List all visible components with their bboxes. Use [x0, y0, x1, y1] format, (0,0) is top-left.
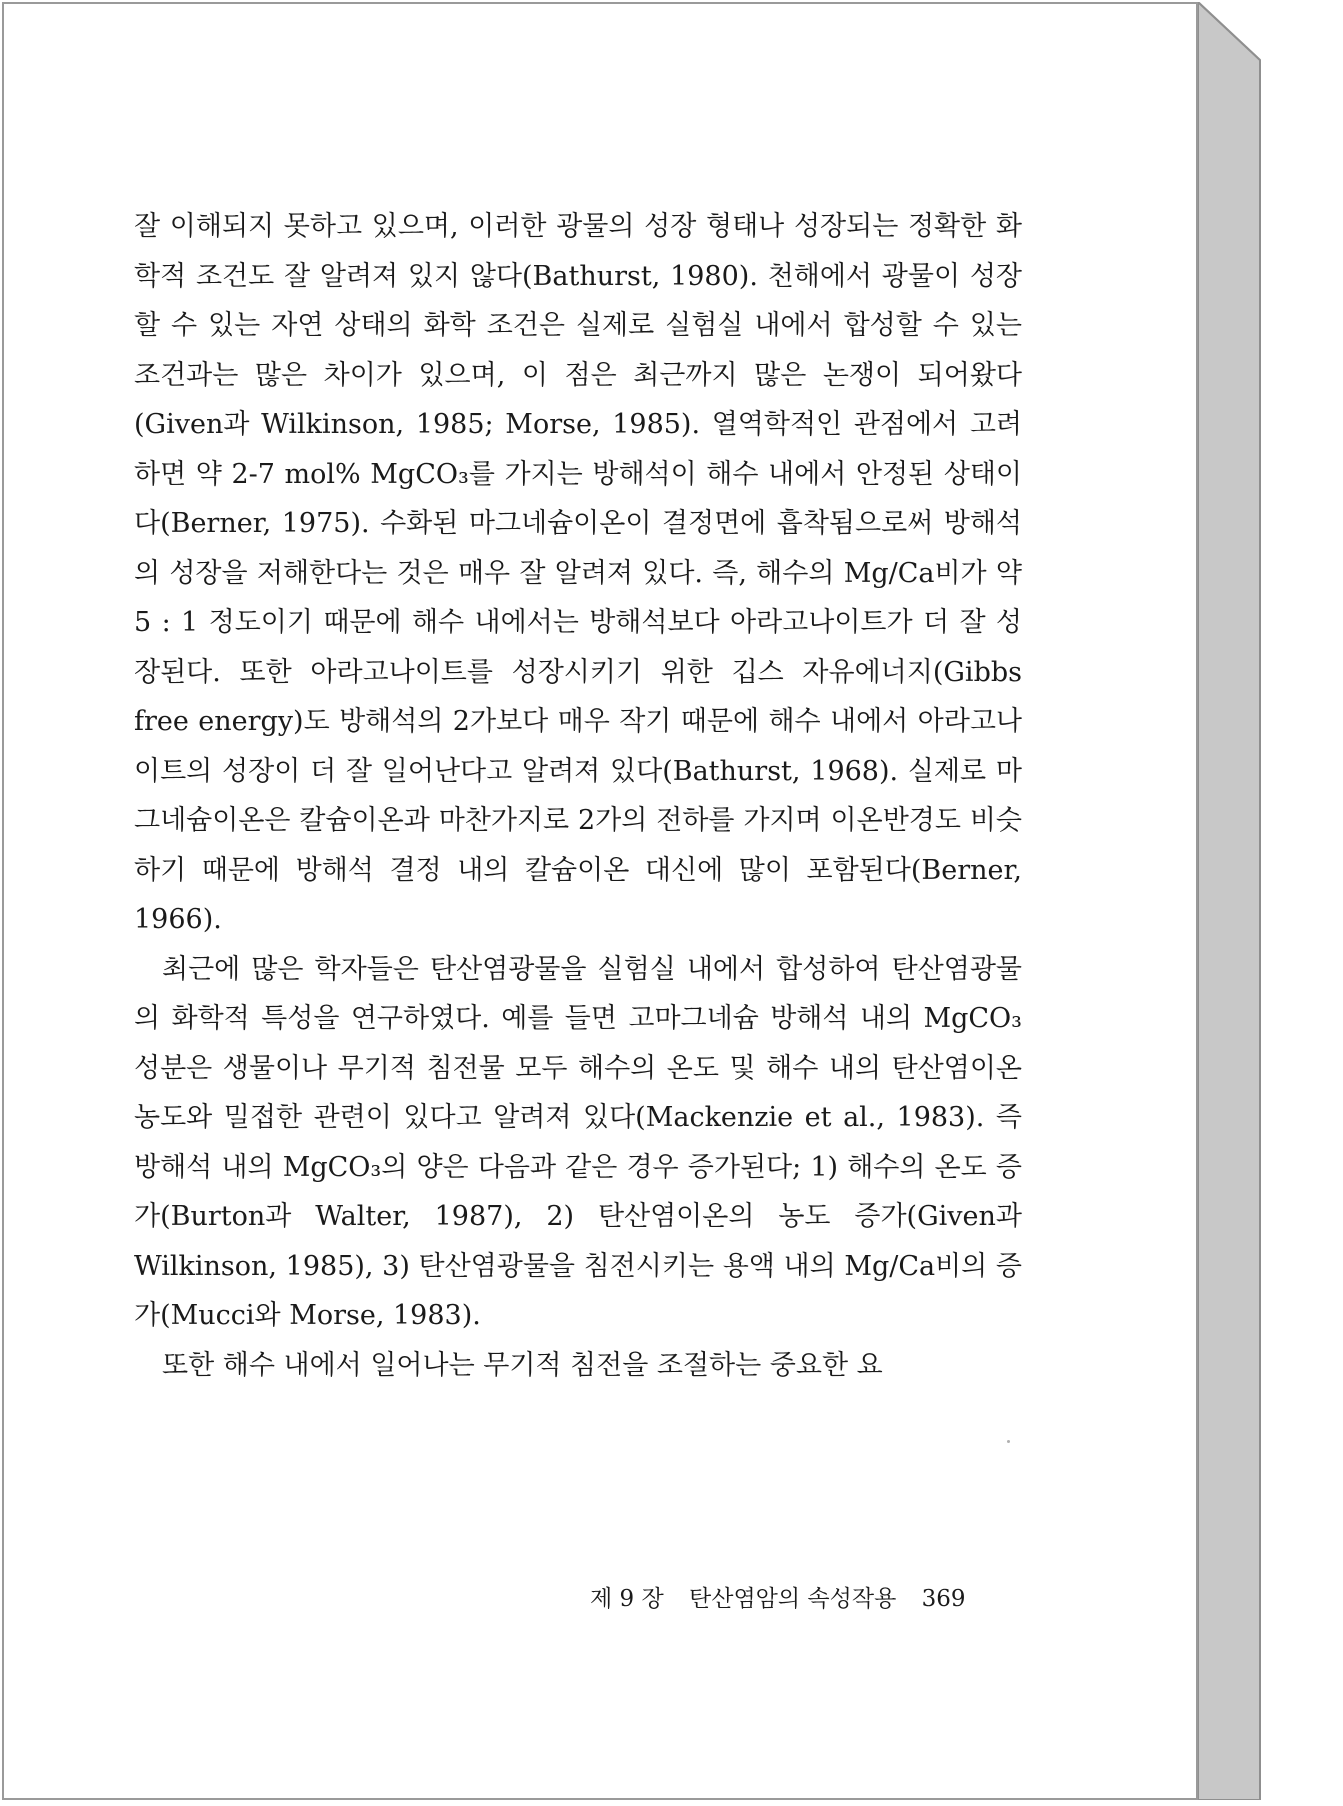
footer-chapter-title: 탄산염암의 속성작용 [689, 1586, 897, 1612]
paragraph-2: 최근에 많은 학자들은 탄산염광물을 실험실 내에서 합성하여 탄산염광물의 화학적 특성을 연구하였다. 예를 들면 고마그네슘 방해석 내의 MgCO₃ 성분은 생물이나 무기적 침전물 모두 해수의 온도 및 해수 내의 탄산염이온 농도와 밀접한 관련이 있다고 알려져 있다(Mackenzie et al., 1983). 즉 방해석 내의 MgCO₃의 양은 다음과 같은 경우 증가된다; 1) 해수의 온도 증가(Burton과 Walter, 1987), 2) 탄산염이온의 농도 증가(Given과 Wilkinson, 1985), 3) 탄산염광물을 침전시키는 용액 내의 Mg/Ca비의 증가(Mucci와 Morse, 1983). [134, 953, 1022, 1331]
page-edge [1198, 2, 1340, 1800]
body-text [134, 202, 1022, 1390]
paragraph-3: 또한 해수 내에서 일어나는 무기적 침전을 조절하는 중요한 요 [162, 1349, 883, 1381]
footer-chapter: 제 9 장 [590, 1586, 664, 1612]
paragraph-1: 잘 이해되지 못하고 있으며, 이러한 광물의 성장 형태나 성장되는 정확한 화학적 조건도 잘 알려져 있지 않다(Bathurst, 1980). 천해에서 광물이 성장할 수 있는 자연 상태의 화학 조건은 실제로 실험실 내에서 합성할 수 있는 조건과는 많은 차이가 있으며, 이 점은 최근까지 많은 논쟁이 되어왔다(Given과 Wilkinson, 1985; Morse, 1985). 열역학적인 관점에서 고려하면 약 2-7 mol% MgCO₃를 가지는 방해석이 해수 내에서 안정된 상태이다(Berner, 1975). 수화된 마그네슘이온이 결정면에 흡착됨으로써 방해석의 성장을 저해한다는 것은 매우 잘 알려져 있다. 즉, 해수의 Mg/Ca비가 약 5 : 1 정도이기 때문에 해수 내에서는 방해석보다 아라고나이트가 더 잘 성장된다. 또한 아라고나이트를 성장시키기 위한 깁스 자유에너지(Gibbs free energy)도 방해석의 2가보다 매우 작기 때문에 해수 내에서 아라고나이트의 성장이 더 잘 일어난다고 알려져 있다(Bathurst, 1968). 실제로 마그네슘이온은 칼슘이온과 마찬가지로 2가의 전하를 가지며 이온반경도 비슷하기 때문에 방해석 결정 내의 칼슘이온 대신에 많이 포함된다(Berner, 1966). [134, 211, 1022, 935]
print-speck [1007, 1440, 1010, 1443]
page-number: 369 [921, 1586, 966, 1612]
running-footer [590, 1580, 1000, 1613]
